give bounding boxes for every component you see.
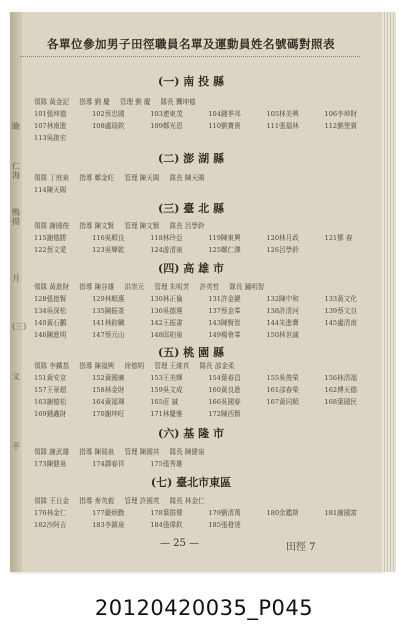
athlete-entry: 184張偉欽 <box>150 521 183 529</box>
athlete-entry: 166吳國春 <box>208 398 241 406</box>
athlete-entry: 118林玲亞 <box>150 234 183 242</box>
athlete-entry: 178葉群傳 <box>150 509 183 517</box>
athlete-entry: 181謝國富 <box>324 509 357 517</box>
staff-item: 指導 鄭金旺 <box>79 174 115 182</box>
staff-item: 領隊 謝武雄 <box>34 448 70 456</box>
athlete-row <box>34 507 364 517</box>
athlete-entry: 129林順惠 <box>92 295 125 303</box>
staff-item: 管理 劉 慶 <box>119 98 151 106</box>
athlete-entry: 163謝德松 <box>34 398 67 406</box>
athlete-entry: 153王美輝 <box>150 374 183 382</box>
staff-line <box>34 446 364 456</box>
athlete-entry: 111張福林 <box>266 122 299 130</box>
athlete-entry: 174譚春祥 <box>92 460 125 468</box>
athlete-entry: 101張坤德 <box>34 110 67 118</box>
athlete-entry: 173陳健泉 <box>34 460 67 468</box>
athlete-entry: 140黃石鵬 <box>34 319 67 327</box>
athlete-entry: 106李坤財 <box>324 110 357 118</box>
staff-item: 隊長 陳天賜 <box>169 174 205 182</box>
staff-item: 指導 陳谷雄 <box>79 283 115 291</box>
athlete-entry: 171林慶雅 <box>150 410 183 418</box>
staff-item: 許英哲 <box>199 283 220 291</box>
athlete-entry: 164黃福琿 <box>92 398 125 406</box>
staff-item: 管理 陳國其 <box>124 448 160 456</box>
section-label: 田徑 7 <box>286 542 316 553</box>
staff-line <box>34 172 364 182</box>
athlete-entry: 132陳中和 <box>266 295 299 303</box>
staff-item: 管理 陳天賜 <box>124 174 160 182</box>
staff-line <box>34 96 364 106</box>
athlete-entry: 179劉清萬 <box>208 509 241 517</box>
athlete-entry: 126呂學鈴 <box>266 246 299 254</box>
athlete-entry: 167黃同順 <box>266 398 299 406</box>
staff-item: 領隊 黃金記 <box>34 98 70 106</box>
staff-item: 隊長 林金仁 <box>169 497 205 505</box>
staff-item: 領隊 王日金 <box>34 497 70 505</box>
athlete-entry: 109鄭光恩 <box>150 122 183 130</box>
athlete-entry: 155吳俊榮 <box>266 374 299 382</box>
athlete-entry: 107林南進 <box>34 122 67 130</box>
staff-item: 指導 麥英毅 <box>79 497 115 505</box>
margin-text: 平 <box>12 442 20 451</box>
staff-item: 洪崇元 <box>124 283 145 291</box>
athlete-entry: 161邵春榮 <box>266 386 299 394</box>
athlete-entry: 108盧瑞欽 <box>92 122 125 130</box>
athlete-entry: 149楊會峯 <box>208 331 241 339</box>
athlete-entry: 133黃文化 <box>324 295 357 303</box>
athlete-entry: 131許金鍵 <box>208 295 241 303</box>
athlete-entry: 176林金仁 <box>34 509 67 517</box>
athlete-entry: 183李鎮泉 <box>92 521 125 529</box>
athlete-entry: 143陳賢智 <box>208 319 241 327</box>
page-edge <box>382 12 396 572</box>
athlete-entry: 139蔡文良 <box>324 307 357 315</box>
athlete-row <box>34 244 364 254</box>
athlete-row <box>34 384 364 394</box>
athlete-entry: 115謝德勝 <box>34 234 67 242</box>
margin-text: 文 <box>12 372 20 381</box>
athlete-row <box>34 458 364 468</box>
athlete-entry: 137蔡金峯 <box>208 307 241 315</box>
athlete-entry: 148邱柏泉 <box>150 331 183 339</box>
staff-item: 領隊 李鐵基 <box>34 362 70 370</box>
athlete-row <box>34 396 364 406</box>
section-heading: (四) 高 雄 市 <box>158 262 224 275</box>
athlete-entry: 156林清福 <box>324 374 357 382</box>
athlete-row <box>34 305 364 315</box>
staff-line <box>34 360 364 370</box>
staff-item: 隊長 呂學鈴 <box>169 222 205 230</box>
athlete-entry: 185張發達 <box>208 521 241 529</box>
staff-item: 隊長 邵金柔 <box>199 362 235 370</box>
staff-item: 指導 陳瑞泉 <box>79 448 115 456</box>
athlete-entry: 104鍾季邦 <box>208 110 241 118</box>
athlete-entry: 182沙阿吉 <box>34 521 67 529</box>
athlete-row <box>34 120 364 130</box>
staff-item: 領隊 謝國俊 <box>34 222 70 230</box>
page-title: 各單位參加男子田徑職員名單及運動員姓名號碼對照表 <box>47 37 335 51</box>
athlete-entry: 165莊 誠 <box>150 398 179 406</box>
athlete-entry: 145盧清南 <box>324 319 357 327</box>
athlete-entry: 170謝坤旺 <box>92 410 125 418</box>
athlete-entry: 128張崑賢 <box>34 295 67 303</box>
athlete-entry: 105林美興 <box>266 110 299 118</box>
athlete-entry: 130林正倫 <box>150 295 183 303</box>
athlete-entry: 151黃安京 <box>34 374 67 382</box>
staff-item: 隊長 鐘明智 <box>229 283 265 291</box>
athlete-entry: 136吳德遲 <box>150 307 183 315</box>
athlete-entry: 160黃良進 <box>208 386 241 394</box>
athlete-entry: 110劉寶貴 <box>208 122 241 130</box>
margin-text: 瞼 <box>12 122 20 131</box>
staff-item: 管理 王維真 <box>154 362 190 370</box>
athlete-entry: 112劉堡賓 <box>324 122 357 130</box>
staff-item: 管理 朱明芳 <box>154 283 190 291</box>
athlete-entry: 113吳啟宏 <box>34 134 67 142</box>
page-number: — 25 — <box>160 538 200 549</box>
athlete-entry: 102蔡忠國 <box>92 110 125 118</box>
athlete-row <box>34 132 364 142</box>
staff-item: 管理 許國英 <box>124 497 160 505</box>
athlete-entry: 125鄭仁澤 <box>208 246 241 254</box>
athlete-entry: 147蔡元山 <box>92 331 125 339</box>
athlete-entry: 103連東茂 <box>150 110 183 118</box>
athlete-entry: 169鍾鑫財 <box>34 410 67 418</box>
athlete-row <box>34 408 364 418</box>
athlete-entry: 141林鈞麟 <box>92 319 125 327</box>
margin-text: 鴨揚 <box>12 208 20 226</box>
athlete-entry: 144朱進寶 <box>266 319 299 327</box>
staff-line <box>34 495 364 505</box>
staff-item: 隊長 龔坤德 <box>160 98 196 106</box>
athlete-row <box>34 329 364 339</box>
staff-item: 管理 陳文賢 <box>124 222 160 230</box>
athlete-entry: 116吳順良 <box>92 234 125 242</box>
staff-item: 指導 陳福興 <box>79 362 115 370</box>
athlete-entry: 154葉春昌 <box>208 374 241 382</box>
staff-item: 指導 劉 慶 <box>79 98 110 106</box>
margin-text: 月 <box>12 274 20 283</box>
athlete-row <box>34 232 364 242</box>
athlete-entry: 114陳天賜 <box>34 186 67 194</box>
athlete-entry: 159吳文成 <box>150 386 183 394</box>
athlete-row <box>34 108 364 118</box>
athlete-entry: 121鄧 春 <box>324 234 353 242</box>
athlete-entry: 119陳東興 <box>208 234 241 242</box>
section-heading: (三) 臺 北 縣 <box>158 202 224 215</box>
staff-item: 領隊 丁庭泉 <box>34 174 70 182</box>
staff-line <box>34 220 364 230</box>
athlete-entry: 172陳西賢 <box>208 410 241 418</box>
athlete-entry: 146陳進明 <box>34 331 67 339</box>
athlete-entry: 135陳振茶 <box>92 307 125 315</box>
athlete-row <box>34 519 364 529</box>
athlete-entry: 122蔡文愛 <box>34 246 67 254</box>
athlete-entry: 124游清泉 <box>150 246 183 254</box>
section-heading: (七) 臺北市東區 <box>150 476 232 489</box>
section-heading: (六) 基 隆 市 <box>158 427 224 440</box>
staff-item: 徐德明 <box>124 362 145 370</box>
staff-item: 領隊 黃進財 <box>34 283 70 291</box>
athlete-row <box>34 317 364 327</box>
athlete-entry: 158林金財 <box>92 386 125 394</box>
athlete-entry: 180余鑑斯 <box>266 509 299 517</box>
athlete-row <box>34 293 364 303</box>
athlete-entry: 120林月政 <box>266 234 299 242</box>
divider <box>20 56 360 57</box>
staff-item: 隊長 陳健泉 <box>169 448 205 456</box>
athlete-row <box>34 184 364 194</box>
section-heading: (一) 南 投 縣 <box>158 75 224 88</box>
athlete-entry: 175張秀雄 <box>150 460 183 468</box>
athlete-entry: 138許清河 <box>266 307 299 315</box>
staff-line <box>34 281 364 291</box>
athlete-entry: 134吳深松 <box>34 307 67 315</box>
section-heading: (五) 桃 園 縣 <box>158 346 224 359</box>
athlete-entry: 168葉國民 <box>324 398 357 406</box>
athlete-entry: 142王振書 <box>150 319 183 327</box>
athlete-entry: 123吳輝乾 <box>92 246 125 254</box>
margin-text: (三) <box>12 322 27 331</box>
section-heading: (二) 澎 湖 縣 <box>158 152 224 165</box>
athlete-entry: 157王景超 <box>34 386 67 394</box>
athlete-row <box>34 372 364 382</box>
margin-text: 仁海 <box>12 162 20 180</box>
athlete-entry: 150林世誠 <box>266 331 299 339</box>
staff-item: 指導 陳文賢 <box>79 222 115 230</box>
athlete-entry: 152黃國廣 <box>92 374 125 382</box>
athlete-entry: 177嚴炳勤 <box>92 509 125 517</box>
athlete-entry: 162傅天德 <box>324 386 357 394</box>
image-caption: 20120420035_P045 <box>94 596 314 620</box>
